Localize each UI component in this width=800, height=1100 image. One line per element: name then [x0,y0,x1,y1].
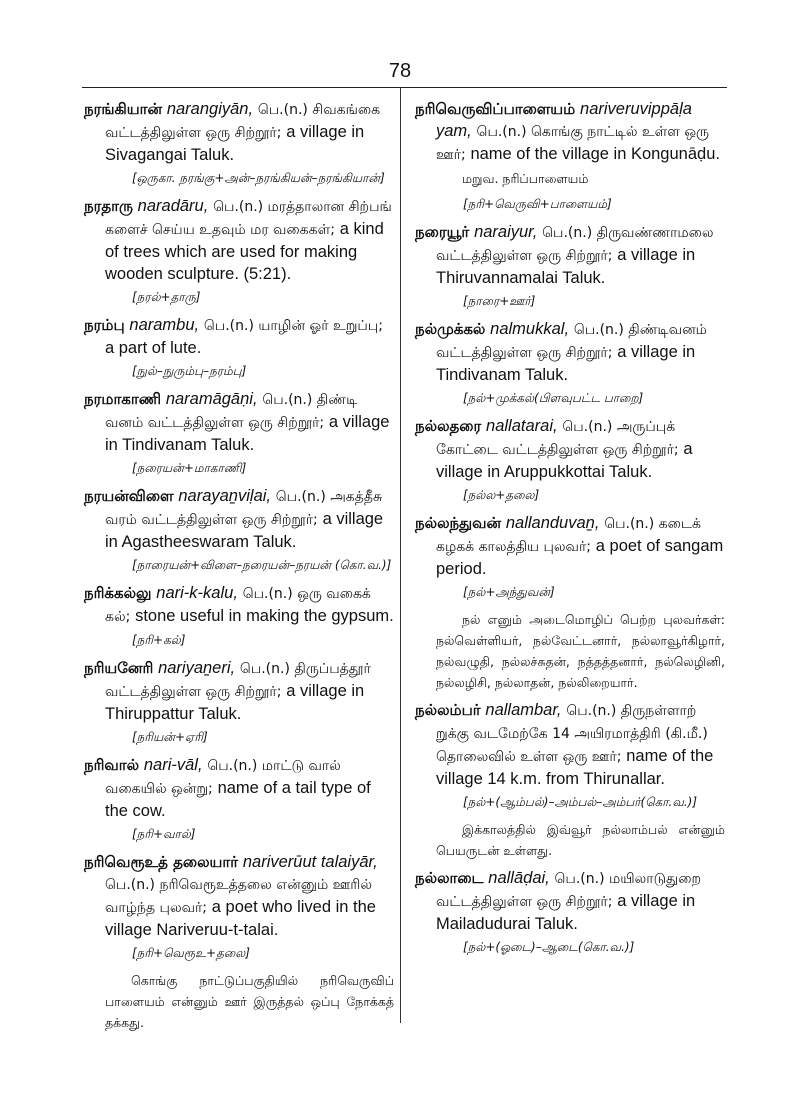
entry-body [84,195,394,285]
entry-tamil-definition: பெ.(n.) திண்டிவனம் வட்டத்திலுள்ள ஒரு சிற்றூர்; [436,322,707,361]
entry-tamil-definition: பெ.(n.) சிவகங்கை வட்டத்திலுள்ள ஒரு சிற்றூர்; [105,102,381,141]
entry-transliteration: narangiyān, [166,100,254,118]
entry-etymology: [நல்+(ஓடை)–ஆடை(கொ.வ.)] [463,940,635,954]
entry-body [415,867,725,935]
dictionary-entry [84,851,394,1033]
page-number: 78 [388,60,412,82]
entry-etymology: [நல்ல+தலை] [463,488,540,502]
dictionary-entry [84,314,394,380]
entry-english-definition: a kind of trees which are used for making wooden sculpture. (5:21). [105,220,384,283]
entry-tamil-definition: பெ.(n.) திருவண்ணாமலை வட்டத்திலுள்ள ஒரு சிற்றூர்; [436,225,714,264]
left-column [84,98,394,1039]
entry-transliteration: nariyaṉeri, [158,659,236,677]
entry-etymology: [நல்+(ஆம்பல்)–அம்பல்–அம்பர்(கொ.வ.)] [463,795,697,809]
dictionary-entry [415,221,725,310]
entry-body [84,582,394,628]
entry-headword: நல்லாடை [415,869,484,887]
entry-english-definition: name of the village 14 k.m. from Thirunallar. [436,747,714,788]
entry-transliteration: nariveruvippāḷa yam, [436,100,692,140]
entry-english-definition: name of a tail type of the cow. [105,779,371,820]
entry-english-definition: a village in Tindivanam Taluk. [105,413,390,454]
entry-etymology: [ஒருகா. நரங்கு+அன்–நரங்கியன்–நரங்கியான்] [132,171,385,185]
entry-transliteration: nalmukkal, [490,320,570,338]
entry-transliteration: narayaṉviḷai, [178,487,271,505]
entry-headword: நரங்கியான் [84,100,163,118]
entry-etymology: [நுல்–நுரும்பு–நரம்பு] [132,364,247,378]
entry-tamil-definition: பெ.(n.) மாட்டு வால் வகையில் ஒன்று; [105,758,341,797]
entry-english-definition: a village in Aruppukkottai Taluk. [436,440,693,481]
entry-transliteration: naraiyur, [474,223,538,241]
entry-english-definition: a part of lute. [105,339,202,357]
entry-tamil-definition: பெ.(n.) யாழின் ஓர் உறுப்பு; [203,318,383,334]
entry-body [84,657,394,725]
entry-body [415,318,725,386]
dictionary-entry [84,195,394,306]
entry-body [84,754,394,822]
entry-headword: நரதாரு [84,197,133,215]
entry-headword: நல்லந்துவன் [415,514,502,532]
entry-english-definition: a village in Tindivanam Taluk. [436,343,696,384]
entry-transliteration: nari-k-kalu, [156,584,238,602]
entry-headword: நரிவெருவிப்பாளையம் [415,100,576,118]
entry-tamil-definition: பெ.(n.) மரத்தாலான சிற்பங் களைச் செய்ய உதவும் மர வகைகள்; [105,199,392,238]
entry-headword: நரிக்கல்லு [84,584,152,602]
entry-etymology: [நல்+அந்துவன்] [463,585,555,599]
entry-note: இக்காலத்தில் இவ்வூர் நல்லாம்பல் என்னும் பெயருடன் உள்ளது. [436,822,725,858]
entry-headword: நரியனேரி [84,659,154,677]
dictionary-entry [415,415,725,504]
entry-headword: நல்லம்பர் [415,701,481,719]
entry-note: மறுவ. நரிப்பாளையம் [462,171,589,186]
entry-tamil-definition: பெ.(n.) திண்டி வனம் வட்டத்திலுள்ள ஒரு சிற்றூர்; [105,392,358,431]
entry-headword: நரமாகாணி [84,390,162,408]
entry-headword: நரிவால் [84,756,140,774]
entry-transliteration: naramāgāṇi, [165,390,258,408]
entry-transliteration: nallāḍai, [488,869,550,887]
entry-tamil-definition: பெ.(n.) மயிலாடுதுறை வட்டத்திலுள்ள ஒரு சிற்றூர்; [436,871,701,910]
entry-etymology: [நரி+வெருவி+பாளையம்] [463,197,612,211]
dictionary-entry [84,582,394,649]
entry-etymology: [நரி+வெரூஉ+தலை] [132,946,250,960]
entry-etymology: [நரல்+தாரு] [132,290,201,304]
entry-english-definition: stone useful in making the gypsum. [135,607,394,625]
entry-headword: நரிவெரூஉத் தலையார் [84,853,239,871]
entry-body [84,314,394,359]
entry-etymology: [நரி+வால்] [132,827,196,841]
entry-transliteration: nari-vāl, [143,756,203,774]
entry-english-definition: name of the village in Kongunāḍu. [470,145,720,163]
entry-transliteration: narambu, [129,316,200,334]
entry-tamil-definition: பெ.(n.) கடைக் கழகக் காலத்திய புலவர்; [436,516,701,555]
dictionary-entry [415,318,725,407]
entry-body [84,98,394,166]
entry-headword: நரம்பு [84,316,125,334]
entry-body [415,98,725,166]
entry-transliteration: nallambar, [485,701,562,719]
dictionary-entry [84,657,394,746]
dictionary-entry [84,754,394,843]
entry-body [415,415,725,483]
entry-body [415,699,725,790]
entry-body [84,388,394,456]
entry-etymology: [நல்+முக்கல்(பிளவுபட்ட பாறை] [463,391,644,405]
entry-note: கொங்கு நாட்டுப்பகுதியில் நரிவெருவிப் பாளையம் என்னும் ஊர் இருத்தல் ஒப்பு நோக்கத் தக்கது. [105,973,394,1030]
right-column [415,98,725,964]
entry-tamil-definition: பெ.(n.) அகத்தீசு வரம் வட்டத்திலுள்ள ஒரு சிற்றூர்; [105,489,383,528]
dictionary-entry [415,867,725,956]
entry-body [415,221,725,289]
entry-tamil-definition: பெ.(n.) ஒரு வகைக் கல்; [105,586,371,625]
dictionary-entry [84,485,394,574]
entry-etymology: [நாரை+ஊர்] [463,294,536,308]
entry-etymology: [நரி+கல்] [132,633,186,647]
entry-transliteration: naradāru, [137,197,209,215]
entry-tamil-definition: பெ.(n.) நரிவெரூஉத்தலை என்னும் ஊரில் வாழ்ந்த புலவர்; [105,877,372,916]
entry-body [84,851,394,941]
entry-english-definition: a village in Agastheeswaram Taluk. [105,510,384,551]
entry-transliteration: nallatarai, [486,417,558,435]
dictionary-entry [415,699,725,861]
entry-english-definition: a village in Thiruppattur Taluk. [105,682,365,723]
entry-transliteration: nariverūut talaiyār, [242,853,378,871]
entry-headword: நரயன்விளை [84,487,174,505]
entry-english-definition: a village in Sivagangai Taluk. [105,123,365,164]
entry-note: நல் எனும் அடைமொழிப் பெற்ற புலவர்கள்: நல்வெள்ளியர், நல்வேட்டனார், நல்லாவூர்கிழார், நல்வழுதி, நல்லச்சுதன், நத்தத்தனார், நல்லெழினி, நல்லழிசி, நல்லாதன், நல்லிறையார். [436,612,725,690]
entry-tamil-definition: பெ.(n.) அருப்புக் கோட்டை வட்டத்திலுள்ள ஒரு சிற்றூர்; [436,419,679,458]
entry-transliteration: nallanduvaṉ, [505,514,600,532]
entry-english-definition: a poet of sangam period. [436,537,724,578]
dictionary-entry [415,512,725,693]
entry-etymology: [நரியன்+ஏரி] [132,730,208,744]
entry-tamil-definition: பெ.(n.) திருநள்ளாற் றுக்கு வடமேற்கே 14 அயிரமாத்திரி (கி.மீ.) தொலைவில் உள்ள ஒரு ஊர்; [436,703,708,765]
entry-etymology: [நாரையன்+விளை–நரையன்–நரயன் (கொ.வ.)] [132,558,392,572]
dictionary-entry [84,98,394,187]
header-rule [82,87,727,88]
entry-headword: நல்முக்கல் [415,320,486,338]
entry-tamil-definition: பெ.(n.) திருப்பத்தூர் வட்டத்திலுள்ள ஒரு சிற்றூர்; [105,661,371,700]
column-divider [400,88,401,1023]
entry-english-definition: a village in Mailadudurai Taluk. [436,892,696,933]
entry-etymology: [நரையன்+மாகாணி] [132,461,247,475]
entry-english-definition: a poet who lived in the village Nariveruu-t-talai. [105,898,376,939]
dictionary-entry [84,388,394,477]
entry-headword: நரையூர் [415,223,470,241]
entry-body [84,485,394,553]
entry-headword: நல்லதரை [415,417,482,435]
entry-body [415,512,725,580]
dictionary-entry [415,98,725,213]
entry-tamil-definition: பெ.(n.) கொங்கு நாட்டில் உள்ள ஒரு ஊர்; [436,124,710,163]
entry-english-definition: a village in Thiruvannamalai Taluk. [436,246,696,287]
